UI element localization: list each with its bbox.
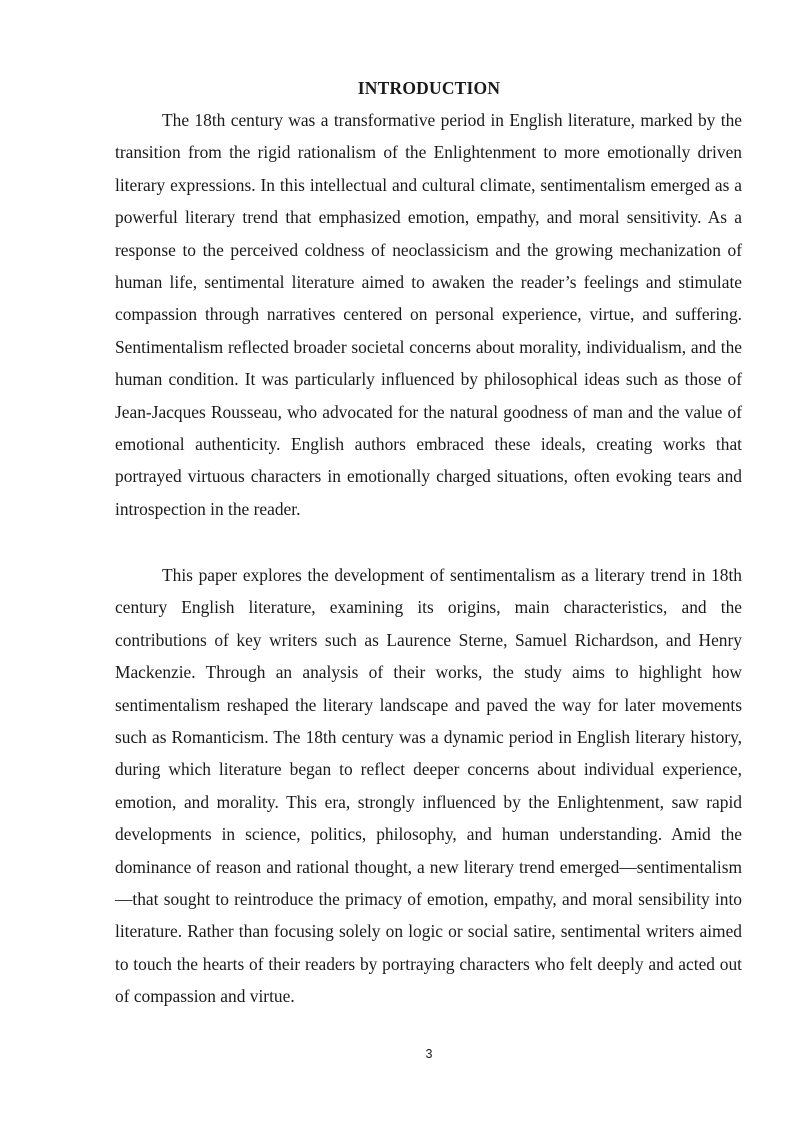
section-heading: INTRODUCTION [357,78,501,98]
page-number: 3 [425,1047,433,1061]
body-paragraph-2: This paper explores the development of sentimentalism as a literary trend in 18th century English literature, examining its origins, main characteristics, and the contributions of key writers such as Laurence Sterne, Samuel Richardson, and Henry Mackenzie. Through an analysis of their works, the study aims to highlight how sentimentalism reshaped the literary landscape and paved the way for later movements such as Romanticism. The 18th century was a dynamic period in English literary history, during which literature began to reflect deeper concerns about individual experience, emotion, and morality. This era, strongly influenced by the Enlightenment, saw rapid developments in science, politics, philosophy, and human understanding. Amid the dominance of reason and rational thought, a new literary trend emerged—sentimentalism—that sought to reintroduce the primacy of emotion, empathy, and moral sensibility into literature. Rather than focusing solely on logic or social satire, sentimental writers aimed to touch the hearts of their readers by portraying characters who felt deeply and acted out of compassion and virtue. [115,565,742,1007]
body-paragraph-1: The 18th century was a transformative period in English literature, marked by the transition from the rigid rationalism of the Enlightenment to more emotionally driven literary expressions. In this intellectual and cultural climate, sentimentalism emerged as a powerful literary trend that emphasized emotion, empathy, and moral sensitivity. As a response to the perceived coldness of neoclassicism and the growing mechanization of human life, sentimental literature aimed to awaken the reader’s feelings and stimulate compassion through narratives centered on personal experience, virtue, and suffering. Sentimentalism reflected broader societal concerns about morality, individualism, and the human condition. It was particularly influenced by philosophical ideas such as those of Jean-Jacques Rousseau, who advocated for the natural goodness of man and the value of emotional authenticity. English authors embraced these ideals, creating works that portrayed virtuous characters in emotionally charged situations, often evoking tears and introspection in the reader. [115,110,742,519]
